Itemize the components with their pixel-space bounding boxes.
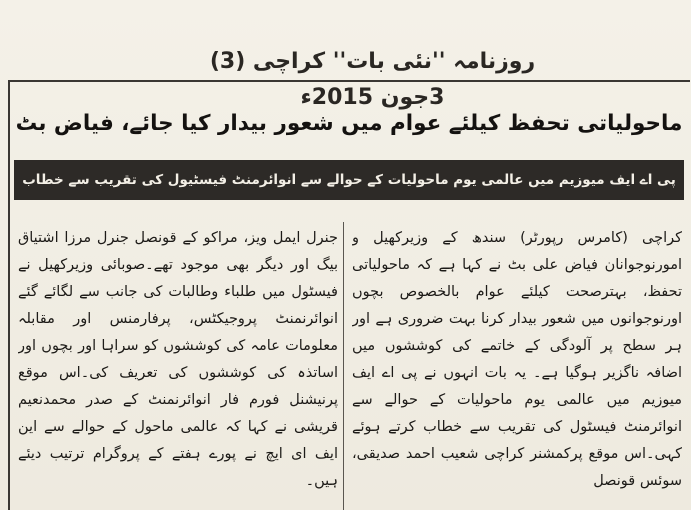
subheadline: پی اے ایف میوزیم میں عالمی یوم ماحولیات کے حوالے سے انوائرمنٹ فیسٹیول کی تقریب سے خطاب <box>22 172 676 188</box>
column-divider <box>343 222 344 510</box>
article-column-left <box>18 225 338 510</box>
dateline: روزنامہ ''نئی بات'' کراچی (3) 3جون 2015ء <box>209 49 536 110</box>
article-column-right <box>352 225 682 510</box>
frame-left-rule <box>8 80 10 510</box>
article-text-left: جنرل ایمل ویز، مراکو کے قونصل جنرل مرزا اشتیاق بیگ اور دیگر بھی موجود تھے۔صوبائی وزیرکھیل نے فیسٹول میں طلباء وطالبات کی جانب سے لگائے گئے انوائرنمنٹ پروجیکٹس، پرفارمنس اور مقابلہ معلومات عامہ کی کوششوں کو سراہا اور بچوں اور اساتذہ کی کوششوں کی تعریف کی۔اس موقع پرنیشنل فورم فار انوائرنمنٹ کے صدر محمدنعیم قریشی نے کہا کہ عالمی ماحول کے حوالے سے این ایف ای ایچ نے پورے ہفتے کے پروگرام ترتیب دیئے ہیں۔ <box>18 230 338 489</box>
article-text-right: کراچی (کامرس رپورٹر) سندھ کے وزیرکھیل و امورنوجوانان فیاض علی بٹ نے کہا ہے کہ ماحولیاتی تحفظ، بہترصحت کیلئے عوام بالخصوص بچوں اورنوجوانوں میں شعور بیدار کرنا بہت ضروری ہے اور ہر سطح پر آلودگی کے خاتمے کی کوششوں میں اضافہ ناگزیر ہوگیا ہے۔ یہ بات انہوں نے پی اے ایف میوزیم میں عالمی یوم ماحولیات کے حوالے سے انوائرمنٹ فیسٹول کی تقریب سے خطاب کرتے ہوئے کہی۔اس موقع پرکمشنر کراچی شعیب احمد صدیقی، سوئس قونصل <box>352 230 682 489</box>
headline: ماحولیاتی تحفظ کیلئے عوام میں شعور بیدار کیا جائے، فیاض بٹ <box>15 111 683 136</box>
frame-top-rule <box>8 80 690 82</box>
